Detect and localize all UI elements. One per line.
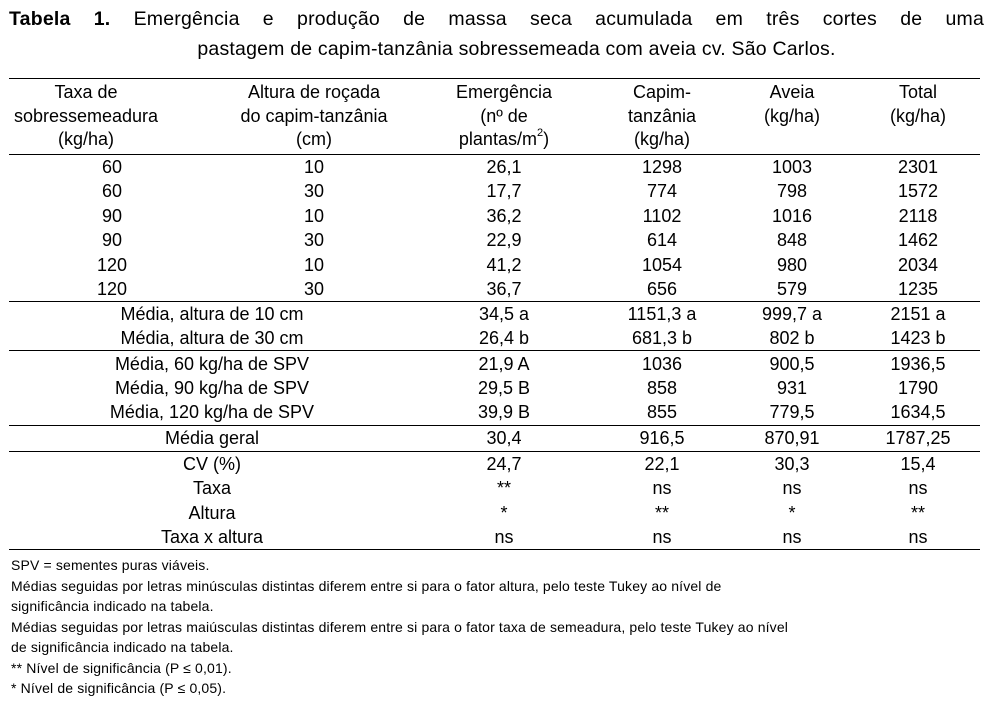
cell-capim: 1151,3 a [627, 304, 697, 324]
caption-line-1 [9, 4, 984, 34]
cell-capim: 774 [646, 181, 678, 202]
cell-aveia: 779,5 [769, 402, 815, 423]
cell-altura: 30 [303, 279, 325, 299]
cell-emergencia: 24,7 [486, 454, 522, 474]
footnote: Médias seguidas por letras minúsculas distintas diferem entre si para o fator altura, pelo teste Tukey ao nível de [11, 577, 722, 594]
cell-aveia: 798 [776, 181, 808, 202]
cell-taxa: 120 [96, 279, 128, 299]
cell-total: 1423 b [890, 328, 946, 349]
cell-taxa: 60 [101, 157, 123, 177]
header-emergencia: Emergência (nº de plantas/$m^2$) [455, 82, 553, 149]
cell-total: 1936,5 [890, 354, 946, 374]
cell-total: 1634,5 [890, 402, 946, 423]
cell-total: 1462 [897, 230, 939, 251]
cell-emergencia: 34,5 a [478, 304, 530, 324]
cell-label: Média, 60 kg/ha de SPV [114, 354, 310, 374]
cell-altura: 30 [303, 181, 325, 202]
header-aveia: Aveia (kg/ha) [763, 82, 821, 126]
cell-total: 2151 a [890, 304, 946, 324]
cell-label: CV (%) [183, 454, 241, 474]
cell-emergencia: 26,4 b [478, 328, 530, 349]
cell-aveia: 900,5 [769, 354, 815, 374]
cell-capim: 614 [646, 230, 678, 251]
cell-emergencia: 22,9 [486, 230, 522, 251]
cell-total: ns [908, 526, 928, 547]
cell-aveia: 848 [776, 230, 808, 251]
caption-label: Tabela 1. [9, 8, 111, 30]
cell-aveia: ns [782, 526, 802, 547]
footnote: ** Nível de significância (P ≤ 0,01). [11, 659, 232, 676]
footnote: * Nível de significância (P ≤ 0,05). [11, 680, 227, 696]
cell-aveia: ns [782, 478, 802, 499]
cell-capim: 22,1 [644, 454, 680, 474]
cell-capim: 681,3 b [631, 328, 693, 349]
header-altura: Altura de roçada do capim-tanzânia (cm) [240, 82, 388, 149]
cell-altura: 10 [303, 157, 325, 177]
cell-emergencia: * [500, 502, 508, 523]
caption-text-1: Emergência e produção de massa seca acumulada em três cortes de uma [133, 8, 984, 30]
footnote: Médias seguidas por letras maiúsculas distintas diferem entre si para o fator taxa de semeadura, pelo teste Tukey ao nível [11, 618, 789, 635]
cell-capim: 855 [646, 402, 678, 423]
cell-emergencia: 41,2 [486, 254, 522, 275]
cell-label: Média, 120 kg/ha de SPV [109, 402, 315, 423]
cell-emergencia: 39,9 B [477, 402, 531, 423]
cell-label: Média, 90 kg/ha de SPV [114, 378, 310, 399]
cell-capim: 858 [646, 378, 678, 399]
cell-emergencia: 30,4 [486, 428, 522, 448]
cell-total: 1790 [897, 378, 939, 399]
cell-capim: 1298 [641, 157, 683, 177]
header-taxa: Taxa de sobressemeadura (kg/ha) [13, 82, 159, 149]
cell-capim: ns [652, 478, 672, 499]
cell-taxa: 60 [101, 181, 123, 202]
cell-taxa: 120 [96, 254, 128, 275]
header-capim: Capim- tanzânia (kg/ha) [627, 82, 697, 149]
cell-aveia: 1003 [771, 157, 813, 177]
cell-aveia: 802 b [769, 328, 815, 349]
cell-capim: ns [652, 526, 672, 547]
cell-aveia: * [788, 502, 796, 523]
cell-total: 1235 [897, 279, 939, 299]
cell-aveia: 870,91 [764, 428, 820, 448]
cell-emergencia: 21,9 A [478, 354, 530, 374]
cell-altura: 10 [303, 205, 325, 226]
cell-aveia: 30,3 [774, 454, 810, 474]
cell-label: Média geral [164, 428, 260, 448]
cell-total: 2034 [897, 254, 939, 275]
cell-label: Taxa [192, 478, 232, 499]
cell-total: 2118 [898, 205, 938, 226]
cell-aveia: 1016 [771, 205, 813, 226]
cell-total: 15,4 [900, 454, 936, 474]
cell-capim: 1036 [641, 354, 683, 374]
cell-aveia: 999,7 a [761, 304, 823, 324]
cell-emergencia: 36,2 [486, 205, 522, 226]
cell-total: 2301 [897, 157, 939, 177]
cell-capim: 1054 [641, 254, 683, 275]
table-caption [9, 4, 984, 64]
cell-emergencia: 36,7 [486, 279, 522, 299]
cell-emergencia: 26,1 [486, 157, 522, 177]
cell-capim: 656 [646, 279, 678, 299]
footnote: SPV = sementes puras viáveis. [11, 557, 210, 573]
cell-taxa: 90 [101, 230, 123, 251]
rule-after-altura [9, 350, 980, 351]
cell-emergencia: 29,5 B [477, 378, 531, 399]
footnote: significância indicado na tabela. [11, 598, 214, 614]
footnotes [11, 555, 986, 699]
table-top-rule [9, 78, 980, 79]
cell-capim: 916,5 [639, 428, 685, 448]
cell-label: Altura [188, 502, 236, 523]
cell-label: Média, altura de 30 cm [120, 328, 304, 349]
cell-total: 1787,25 [885, 428, 951, 448]
cell-total: 1572 [897, 181, 939, 202]
cell-total: ns [908, 478, 928, 499]
cell-aveia: 980 [776, 254, 808, 275]
cell-altura: 10 [303, 254, 325, 275]
cell-total: ** [910, 502, 926, 523]
footnote: de significância indicado na tabela. [11, 639, 234, 655]
cell-taxa: 90 [101, 205, 123, 226]
caption-line-2: pastagem de capim-tanzânia sobressemeada com aveia cv. São Carlos. [197, 38, 836, 60]
cell-emergencia: 17,7 [486, 181, 522, 202]
cell-aveia: 931 [776, 378, 808, 399]
cell-label: Média, altura de 10 cm [120, 304, 304, 324]
table-bottom-rule [9, 549, 980, 550]
cell-capim: 1102 [642, 205, 682, 226]
header-total: Total (kg/ha) [889, 82, 947, 126]
cell-emergencia: ns [494, 526, 514, 547]
cell-capim: ** [654, 502, 670, 523]
cell-aveia: 579 [776, 279, 808, 299]
cell-altura: 30 [303, 230, 325, 251]
cell-label: Taxa x altura [160, 526, 264, 547]
cell-emergencia: ** [496, 478, 512, 499]
